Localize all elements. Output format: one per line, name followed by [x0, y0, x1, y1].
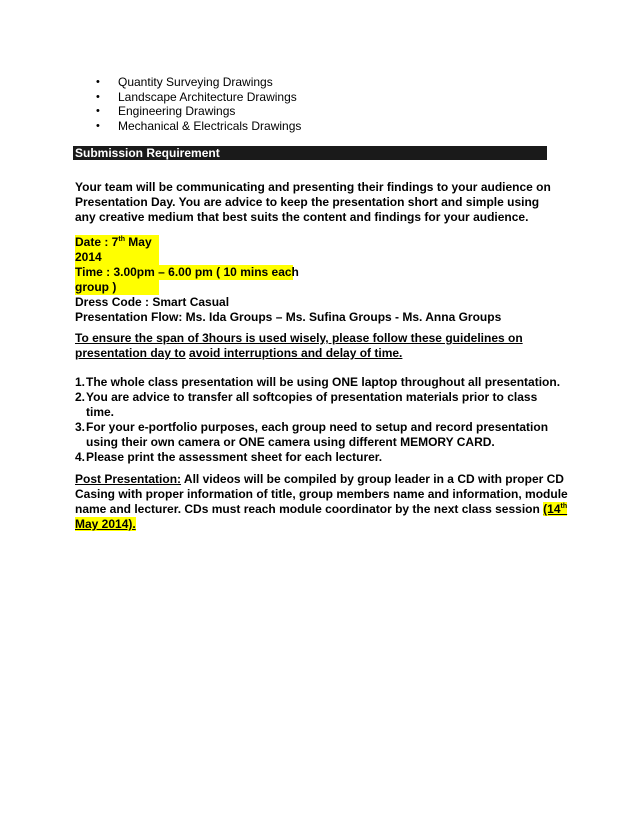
presentation-flow: Presentation Flow: Ms. Ida Groups – Ms. Sufina Groups - Ms. Anna Groups	[75, 310, 502, 324]
deadline-highlight: (14th	[543, 502, 568, 516]
list-item: • Engineering Drawings	[96, 104, 236, 118]
post-presentation-paragraph: Post Presentation: All videos will be compiled by group leader in a CD with proper CD Casing with proper information of title, group members name and information, module name and lecturer. CDs must reach module coordinator by the next class session (14th May 2014).	[75, 472, 568, 531]
list-item: 4.Please print the assessment sheet for each lecturer.	[75, 450, 383, 464]
list-item: 3.For your e-portfolio purposes, each group need to setup and record presentation	[75, 420, 549, 434]
guideline-intro: To ensure the span of 3hours is used wisely, please follow these guidelines on presentation day to avoid interruptions and delay of time.	[75, 331, 523, 360]
time-line-continued: group )	[75, 280, 501, 295]
bullet-icon: •	[96, 119, 100, 132]
date-line: Date : 7th May	[75, 235, 501, 250]
section-heading: Submission Requirement	[73, 146, 547, 160]
intro-paragraph: Your team will be communicating and presenting their findings to your audience on Presentation Day. You are advice to keep the presentation short and simple using any creative medium that best suits the content and findings for your audience.	[75, 180, 551, 224]
bullet-icon: •	[96, 105, 100, 117]
list-item: • Quantity Surveying Drawings	[96, 75, 273, 89]
list-item: 1.The whole class presentation will be using ONE laptop throughout all presentation.	[75, 375, 561, 389]
post-presentation-label: Post Presentation:	[75, 472, 182, 486]
bullet-icon: •	[96, 90, 100, 103]
guidelines-list: 1.The whole class presentation will be using ONE laptop throughout all presentation. 2.You are advice to transfer all softcopies of presentation materials prior to class time. 3.For your e-portfolio purposes, each group need to setup and record presentation using their own camera or ONE camera using different MEMORY CARD. 4.Please print the assessment sheet for each lecturer.	[75, 375, 561, 464]
time-line: Time : 3.00pm – 6.00 pm ( 10 mins each	[75, 265, 299, 279]
deadline-highlight: May 2014).	[75, 517, 136, 531]
list-item: • Landscape Architecture Drawings	[96, 89, 297, 104]
schedule-block	[75, 235, 501, 325]
drawing-types-list	[96, 75, 301, 133]
dress-code: Dress Code : Smart Casual	[75, 295, 230, 309]
date-year: 2014	[75, 250, 501, 265]
list-item: 2.You are advice to transfer all softcopies of presentation materials prior to class	[75, 390, 538, 404]
bullet-icon: •	[96, 76, 100, 88]
list-item: • Mechanical & Electricals Drawings	[96, 118, 302, 133]
